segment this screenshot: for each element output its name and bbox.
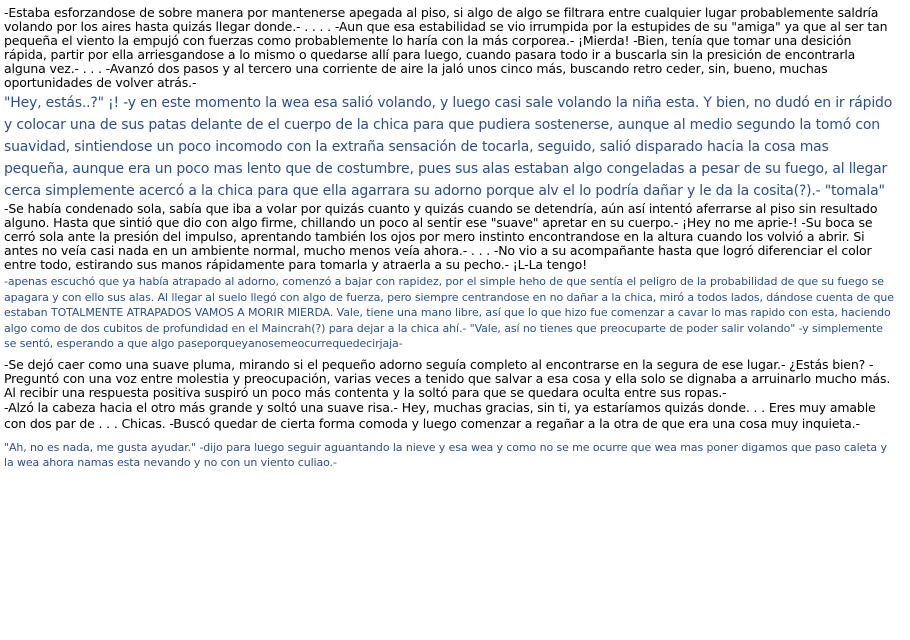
paragraph-1: -Estaba esforzandose de sobre manera por mantenerse apegada al piso, si algo de algo se filtrara entre cualquier lugar probablemente saldría volando por los aires hasta quizás llegar donde.- . . . . -Aun que esa estabilidad se vio irrumpida por la estupides de su "amiga" ya que al ser tan pequeña el viento la empujó con fuerzas como probablemente lo haría con la más corporea.- ¡Mierda! -Bien, tenía que tomar una desición rápida, partir por ella arriesgandose a lo mismo o quedarse allí para luego, cuando pasara todo ir a buscarla sin la presición de encontrarla alguna vez.- . . . -Avanzó dos pasos y al tercero una corriente de aire la jaló unos cinco más, buscando retro ceder, sin, bueno, muchas oportunidades de volver atrás.- xyxy=(4,5,888,90)
paragraph-7: "Ah, no es nada, me gusta ayudar." -dijo para luego seguir aguantando la nieve y esa wea y como no se me ocurre que wea mas poner digamos que paso caleta y la wea ahora namas esta nevando y no con un viento culiao.- xyxy=(4,440,887,469)
paragraph-6: -Alzó la cabeza hacia el otro más grande y soltó una suave risa.- Hey, muchas gracias, sin ti, ya estaríamos quizás donde. . . Eres muy amable con dos par de . . . Chicas. -Buscó quedar de cierta forma comoda y luego comenzar a regañar a la otra de que era una cosa muy inquieta.- xyxy=(4,399,876,431)
paragraph-4: -apenas escuchó que ya había atrapado al adorno, comenzó a bajar con rapidez, por el simple heho de que sentía el peligro de la probabilidad de que su fuego se apagara y con ello sus alas. Al llegar al suelo llegó con algo de fuerza, pero siempre centrandose en no dañar a la chica, miró a todos lados, dándose cuenta de que estaban TOTALMENTE ATRAPADOS VAMOS A MORIR MIERDA. Vale, tiene una mano libre, así que lo que hizo fue comenzar a cavar lo mas rapido con esta, haciendo algo como de dos cubitos de profundidad en el Maincrah(?) para dejar a la chica ahí.- "Vale, así no tienes que preocuparte de poder salir volando" -y simplemente se sentó, esperando a que algo paseporqueyanosemeocurrequedecirjaja- xyxy=(4,275,894,350)
paragraph-2: "Hey, estás..?" ¡! -y en este momento la wea esa salió volando, y luego casi sale volando la niña esta. Y bien, no dudó en ir rápido y colocar una de sus patas delante de el cuerpo de la chica para que pudiera sostenerse, aunque al medio segundo la tomó con suavidad, sintiendose un poco incomodo con la extraña sensación de tocarla, seguido, salió disparado hacia la cosa mas pequeña, aunque era un poco mas lento que de costumbre, pues sus alas estaban algo congeladas a pesar de su fuego, al llegar cerca simplemente acercó a la chica para que ella agarrara su adorno porque alv el lo podría dañar y le da la cosita(?).- "tomala" xyxy=(4,95,893,199)
paragraph-5: -Se dejó caer como una suave pluma, mirando si el pequeño adorno seguía completo al encontrarse en la segura de ese lugar.- ¿Estás bien? -Preguntó con una voz entre molestia y preocupación, varias veces a tenido que salvar a esa cosa y ella solo se dignaba a arruinarlo mucho más. Al recibir una respuesta positiva suspiró un poco más contenta y la soltó para que se quedara oculta entre sus ropas.- xyxy=(4,356,891,400)
paragraph-3: -Se había condenado sola, sabía que iba a volar por quizás cuanto y quizás cuando se detendría, aún así intentó aferrarse al piso sin resultado alguno. Hasta que sintió que dio con algo firme, chillando un poco al sentir ese "suave" apretar en su cuerpo.- ¡Hey no me aprie-! -Su boca se cerró sola ante la presión del impulso, aprentando también los ojos por mero instinto encontrandose en la altura cuando los volvió a abrir. Si antes no veía casi nada en un ambiente normal, mucho menos veía ahora.- . . . -No vio a su acompañante hasta que logró diferenciar el color entre todo, estirando sus manos rápidamente para tomarla y atraerla a su pecho.- ¡L-La tengo! xyxy=(4,201,878,272)
story-text xyxy=(4,6,894,471)
